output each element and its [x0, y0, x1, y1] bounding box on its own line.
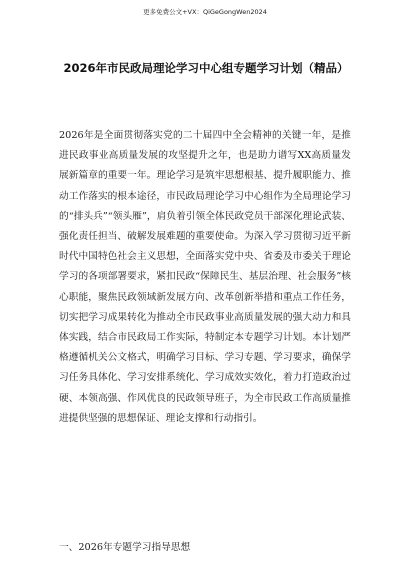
document-body	[59, 126, 351, 429]
section-heading: 一、2026年专题学习指导思想	[59, 542, 191, 553]
document-title: 2026年市民政局理论学习中心组专题学习计划（精品）	[63, 61, 349, 75]
intro-paragraph: 2026年是全面贯彻落实党的二十届四中全会精神的关键一年，是推进民政事业高质量发展的攻坚提升之年，也是助力谱写XX高质量发展新篇章的重要一年。理论学习是筑牢思想根基、提升履职能力、推动工作落实的根本途径，市民政局理论学习中心组作为全局理论学习的“排头兵”“领头雁”，肩负着引领全体民政党员干部深化理论武装、强化责任担当、破解发展难题的重要使命。为深入学习贯彻习近平新时代中国特色社会主义思想，全面落实党中央、省委及市委关于理论学习的各项部署要求，紧扣民政“保障民生、基层治理、社会服务”核心职能，聚焦民政领域新发展方向、改革创新举措和重点工作任务，切实把学习成果转化为推动全市民政事业高质量发展的强大动力和具体实践，结合市民政局工作实际，特制定本专题学习计划。本计划严格遵循机关公文格式，明确学习目标、学习专题、学习要求，确保学习任务具体化、学习安排系统化、学习成效实效化，着力打造政治过硬、本领高强、作风优良的民政领导班子，为全市民政工作高质量推进提供坚强的思想保证、理论支撑和行动指引。	[59, 130, 351, 424]
page-header: 更多免费公文+VX：QiGeGongWen2024	[143, 8, 267, 16]
